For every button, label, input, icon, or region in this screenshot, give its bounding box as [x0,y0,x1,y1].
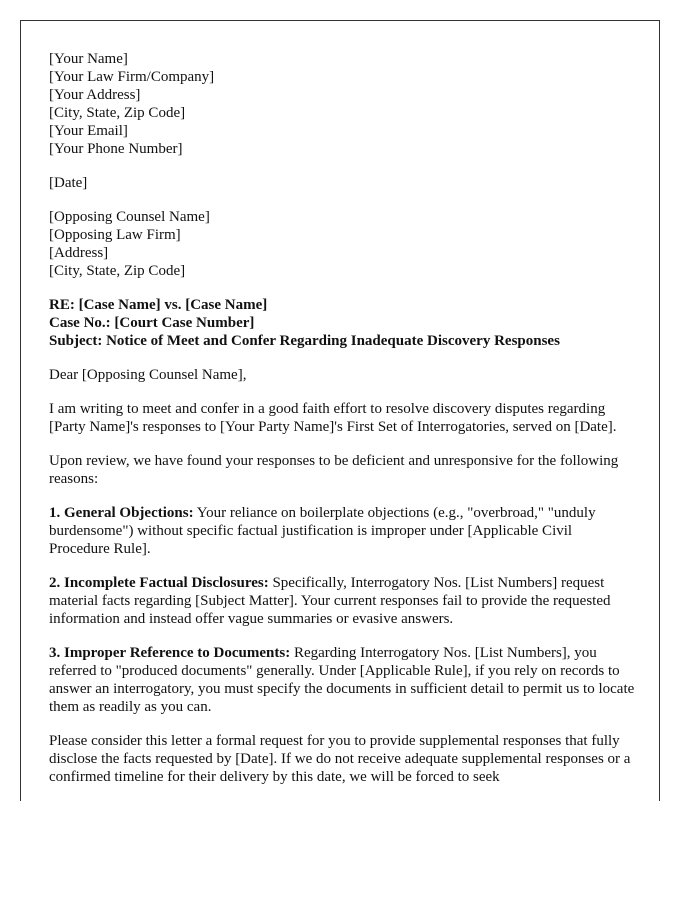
sender-address: [Your Address] [49,87,141,103]
point-3-text: Regarding Interrogatory Nos. [List Numbers], you referred to "produced documents" generally. Under [Applicable Rule], if you rely on records to answer an interrogatory, you must specify the documents in sufficient detail to permit us to locate them as readily as you can. [49,645,635,715]
recipient-firm: [Opposing Law Firm] [49,227,181,243]
point-2-text: Specifically, Interrogatory Nos. [List Numbers] request material facts regarding [Subject Matter]. Your current responses fail to provide the requested information and instead offer vague summaries or evasive answers. [49,575,611,627]
re-block [49,296,635,350]
recipient-address: [Address] [49,245,109,261]
point-3 [49,644,635,716]
sender-city: [City, State, Zip Code] [49,105,186,121]
recipient-block [49,208,635,280]
sender-block [49,50,635,158]
re-case-number: Case No.: [Court Case Number] [49,315,255,331]
point-2 [49,574,635,628]
re-subject: Subject: Notice of Meet and Confer Regarding Inadequate Discovery Responses [49,333,560,349]
recipient-city: [City, State, Zip Code] [49,263,186,279]
re-case: RE: [Case Name] vs. [Case Name] [49,297,268,313]
point-1-heading: 1. General Objections: [49,505,194,521]
sender-email: [Your Email] [49,123,128,139]
review-paragraph: Upon review, we have found your responses to be deficient and unresponsive for the following reasons: [49,453,619,487]
closing-request-paragraph: Please consider this letter a formal request for you to provide supplemental responses that fully disclose the facts requested by [Date]. If we do not receive adequate supplemental responses or a confirmed timeline for their delivery by this date, we will be forced to seek [49,733,631,785]
letter-body [49,50,635,801]
intro-paragraph: I am writing to meet and confer in a good faith effort to resolve discovery disputes regarding [Party Name]'s responses to [Your Party Name]'s First Set of Interrogatories, served on [Date]. [49,401,617,435]
salutation: Dear [Opposing Counsel Name], [49,367,247,383]
sender-name: [Your Name] [49,51,128,67]
letter-page [20,20,660,801]
point-1 [49,504,635,558]
sender-phone: [Your Phone Number] [49,141,183,157]
point-1-text: Your reliance on boilerplate objections (e.g., "overbroad," "unduly burdensome") without specific factual justification is improper under [Applicable Civil Procedure Rule]. [49,505,596,557]
letter-date: [Date] [49,175,88,191]
point-3-heading: 3. Improper Reference to Documents: [49,645,291,661]
recipient-name: [Opposing Counsel Name] [49,209,210,225]
point-2-heading: 2. Incomplete Factual Disclosures: [49,575,269,591]
sender-firm: [Your Law Firm/Company] [49,69,215,85]
